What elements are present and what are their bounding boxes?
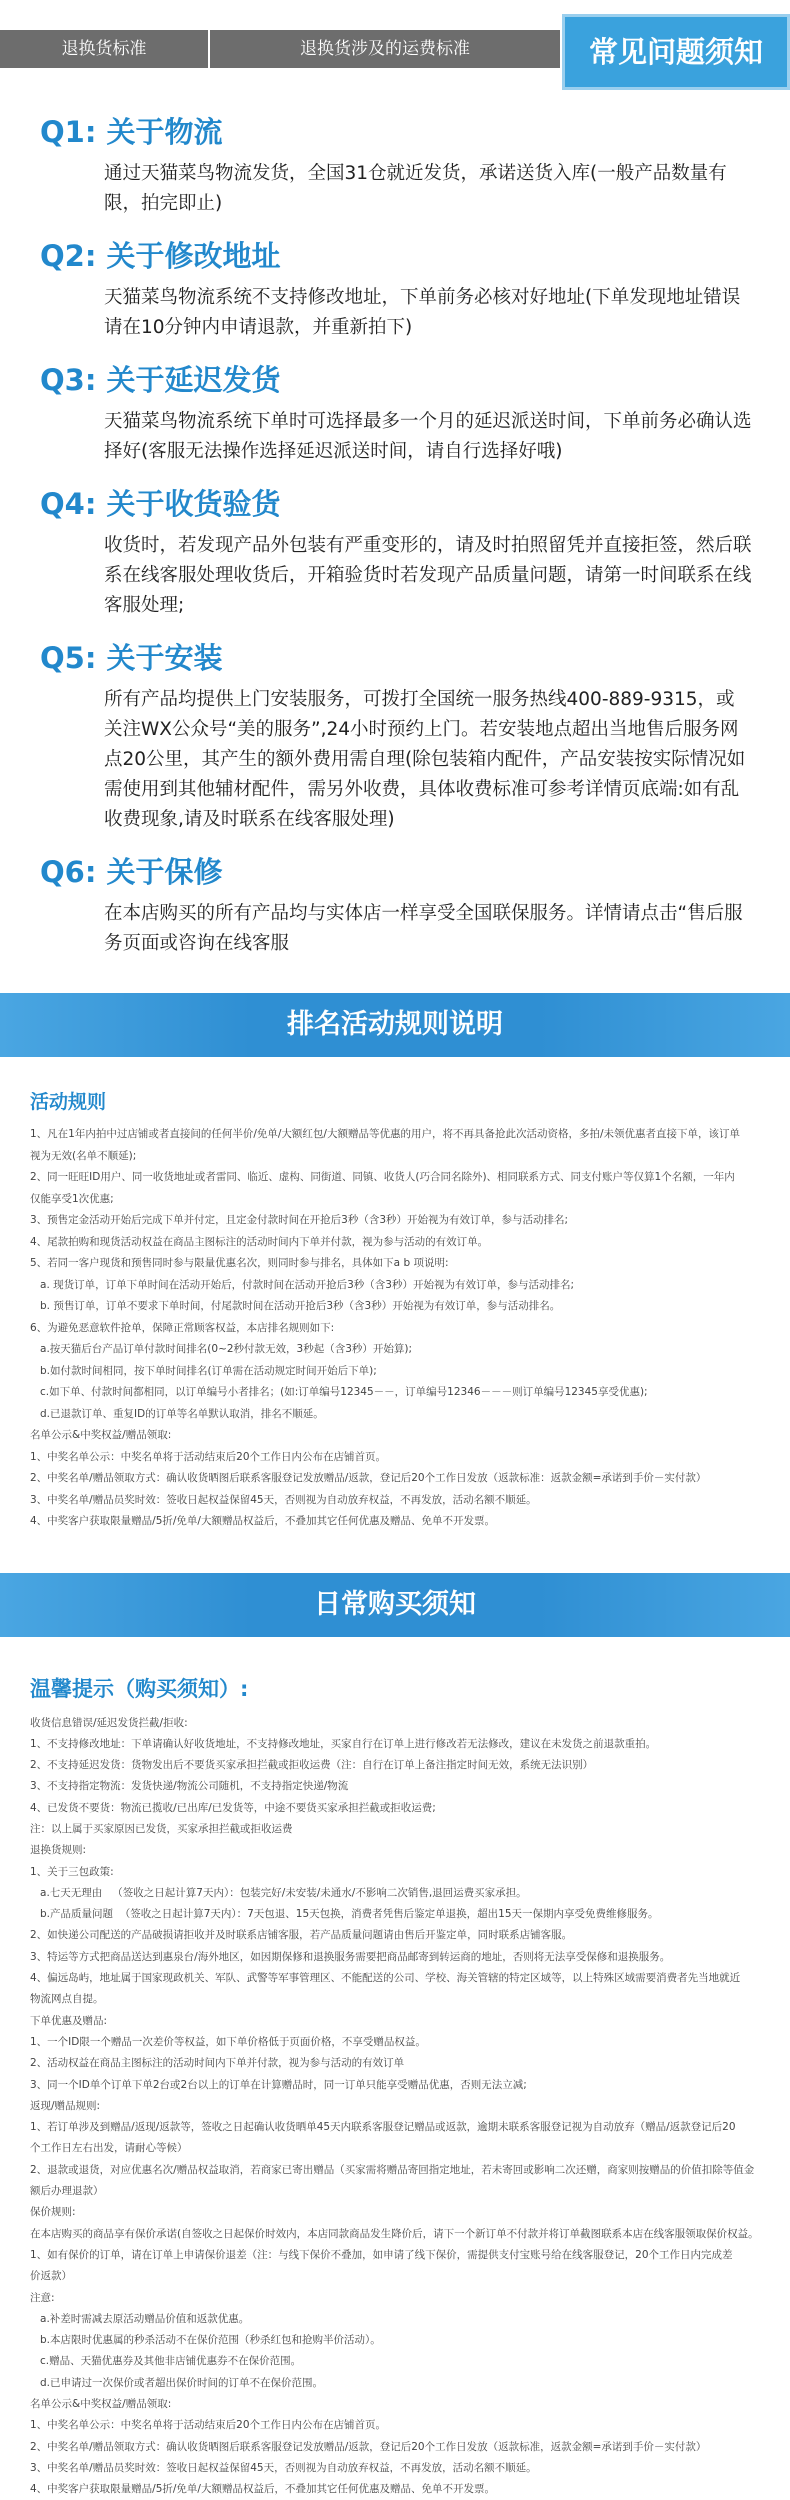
rule-line: 1、凡在1年内拍中过店铺或者直接间的任何半价/免单/大额红包/大额赠品等优惠的用户，将不再具备抢此次活动资格，多拍/未领优惠者直接下单，该订单	[30, 1124, 760, 1146]
rule-line: 2、如快递公司配送的产品破损请拒收并及时联系店铺客服，若产品质量问题请由售后开鉴定单，同时联系店铺客服。	[30, 1925, 760, 1946]
faq-item	[40, 639, 752, 835]
rule-line: b.如付款时间相同，按下单时间排名(订单需在活动规定时间开始后下单);	[30, 1361, 760, 1383]
rule-line: 4、已发货不要货：物流已揽收/已出库/已发货等，中途不要货买家承担拦截或拒收运费;	[30, 1798, 760, 1819]
rule-line: 2、中奖名单/赠品领取方式：确认收货晒图后联系客服登记发放赠品/返款，登记后20个工作日发放（返款标准，返款金额=承诺到手价－实付款）	[30, 2437, 760, 2458]
daily-notice-banner	[0, 1573, 790, 1637]
rule-line: a.按天猫后台产品订单付款时间排名(0~2秒付款无效，3秒起（含3秒）开始算);	[30, 1339, 760, 1361]
rule-line: 3、中奖名单/赠品员奖时效：签收日起权益保留45天，否则视为自动放弃权益，不再发放，活动名额不顺延。	[30, 2458, 760, 2479]
rule-line: 注意:	[30, 2288, 760, 2309]
rule-line: 名单公示&中奖权益/赠品领取:	[30, 2394, 760, 2415]
rule-line: 退换货规则:	[30, 1840, 760, 1861]
rule-line: 下单优惠及赠品:	[30, 2011, 760, 2032]
rule-line: 收货信息错误/延迟发货拦截/拒收:	[30, 1713, 760, 1734]
rule-line: 1、如有保价的订单，请在订单上申请保价退差（注：与线下保价不叠加，如申请了线下保价，需提供支付宝账号给在线客服登记，20个工作日内完成差	[30, 2245, 760, 2266]
rule-line: 3、中奖名单/赠品员奖时效：签收日起权益保留45天，否则视为自动放弃权益，不再发放，活动名额不顺延。	[30, 1490, 760, 1512]
rule-line: 1、中奖名单公示：中奖名单将于活动结束后20个工作日内公布在店铺首页。	[30, 1447, 760, 1469]
rule-line: 6、为避免恶意软件抢单，保障正常顾客权益，本店排名规则如下:	[30, 1318, 760, 1340]
section-heading: 温馨提示（购买须知）:	[30, 1673, 760, 1703]
section-heading: 活动规则	[30, 1087, 760, 1114]
tab-return-standard[interactable]: 退换货标准	[0, 30, 208, 68]
faq-question: Q3: 关于延迟发货	[40, 361, 752, 399]
rule-line: c.赠品、天猫优惠券及其他非店铺优惠券不在保价范围。	[30, 2351, 760, 2372]
faq-item	[40, 361, 752, 467]
rule-line: a.七天无理由 （签收之日起计算7天内）：包装完好/未安装/未通水/不影响二次销售,退回运费买家承担。	[30, 1883, 760, 1904]
faq-question: Q6: 关于保修	[40, 853, 752, 891]
rule-line: 视为无效(名单不顺延);	[30, 1146, 760, 1168]
faq-answer: 天猫菜鸟物流系统不支持修改地址，下单前务必核对好地址(下单发现地址错误请在10分钟内申请退款，并重新拍下)	[104, 283, 752, 343]
faq-question: Q4: 关于收货验货	[40, 485, 752, 523]
rule-line: 2、同一旺旺ID用户、同一收货地址或者雷同、临近、虚构、同街道、同镇、收货人(巧合同名除外)、相同联系方式、同支付账户等仅算1个名额，一年内	[30, 1167, 760, 1189]
rule-line: 2、中奖名单/赠品领取方式：确认收货晒图后联系客服登记发放赠品/返款，登记后20个工作日发放（返款标准：返款金额=承诺到手价－实付款）	[30, 1468, 760, 1490]
rule-line: 保价规则:	[30, 2202, 760, 2223]
rule-line: 4、中奖客户获取限量赠品/5折/免单/大额赠品权益后，不叠加其它任何优惠及赠品、免单不开发票。	[30, 1511, 760, 1533]
rule-line: 仅能享受1次优惠;	[30, 1189, 760, 1211]
rule-line: 返现/赠品规则:	[30, 2096, 760, 2117]
faq-item	[40, 853, 752, 959]
faq-answer: 收货时，若发现产品外包装有严重变形的，请及时拍照留凭并直接拒签，然后联系在线客服处理收货后，开箱验货时若发现产品质量问题，请第一时间联系在线客服处理;	[104, 531, 752, 621]
rule-line: 1、中奖名单公示：中奖名单将于活动结束后20个工作日内公布在店铺首页。	[30, 2415, 760, 2436]
banner-title: 日常购买须知	[314, 1589, 476, 1620]
rule-line: 3、特运等方式把商品送达到惠泉台/海外地区，如因期保修和退换服务需要把商品邮寄到转运商的地址，否则将无法享受保修和退换服务。	[30, 1947, 760, 1968]
faq-item	[40, 485, 752, 621]
faq-item	[40, 113, 752, 219]
rule-line: d.已退款订单、重复ID的订单等名单默认取消，排名不顺延。	[30, 1404, 760, 1426]
rule-line: d.已申请过一次保价或者超出保价时间的订单不在保价范围。	[30, 2373, 760, 2394]
rule-line: 4、偏远岛屿，地址属于国家现政机关、军队、武警等军事管理区、不能配送的公司、学校、海关管辖的特定区域等，以上特殊区域需要消费者先当地就近	[30, 1968, 760, 1989]
rule-line: 1、若订单涉及到赠品/返现/返款等，签收之日起确认收货晒单45天内联系客服登记赠品或返款，逾期未联系客服登记视为自动放弃（赠品/返款登记后20	[30, 2117, 760, 2138]
rule-line: c.如下单、付款时间都相同，以订单编号小者排名；(如:订单编号12345－－，订单编号12346－－－则订单编号12345享受优惠);	[30, 1382, 760, 1404]
rule-line: 2、不支持延迟发货：货物发出后不要货买家承担拦截或拒收运费（注：自行在订单上备注指定时间无效，系统无法识别）	[30, 1755, 760, 1776]
rule-line: 1、一个ID限一个赠品一次差价等权益，如下单价格低于页面价格，不享受赠品权益。	[30, 2032, 760, 2053]
faq-question: Q2: 关于修改地址	[40, 237, 752, 275]
tab-bar	[0, 0, 790, 95]
rule-line: 额后办理退款）	[30, 2181, 760, 2202]
rule-line: 4、尾款拍购和现货活动权益在商品主图标注的活动时间内下单并付款，视为参与活动的有效订单。	[30, 1232, 760, 1254]
rules-list	[30, 1124, 760, 1533]
rule-line: 价返款）	[30, 2266, 760, 2287]
rule-line: 个工作日左右出发，请耐心等候）	[30, 2138, 760, 2159]
rule-line: 注：以上属于买家原因已发货，买家承担拦截或拒收运费	[30, 1819, 760, 1840]
rule-line: 3、预售定金活动开始后完成下单并付定，且定金付款时间在开抢后3秒（含3秒）开始视为有效订单，参与活动排名;	[30, 1210, 760, 1232]
rule-line: 3、同一个ID单个订单下单2台或2台以上的订单在计算赠品时，同一订单只能享受赠品优惠，否则无法立减;	[30, 2075, 760, 2096]
rule-line: 1、不支持修改地址：下单请确认好收货地址，不支持修改地址，买家自行在订单上进行修改若无法修改，建议在未发货之前退款重拍。	[30, 1734, 760, 1755]
rule-line: 4、中奖客户获取限量赠品/5折/免单/大额赠品权益后，不叠加其它任何优惠及赠品、免单不开发票。	[30, 2479, 760, 2500]
rule-line: 在本店购买的商品享有保价承诺(自签收之日起保价时效内，本店同款商品发生降价后，请下一个新订单不付款并将订单截图联系本店在线客服领取保价权益。	[30, 2224, 760, 2245]
banner-title: 排名活动规则说明	[287, 1009, 503, 1040]
faq-answer: 天猫菜鸟物流系统下单时可选择最多一个月的延迟派送时间，下单前务必确认选择好(客服无法操作选择延迟派送时间，请自行选择好哦)	[104, 407, 752, 467]
rule-line: 5、若同一客户现货和预售同时参与限量优惠名次，则同时参与排名，具体如下a b 项说明:	[30, 1253, 760, 1275]
faq-answer: 所有产品均提供上门安装服务，可拨打全国统一服务热线400-889-9315，或关注WX公众号“美的服务”,24小时预约上门。若安装地点超出当地售后服务网点20公里，其产生的额外费用需自理(除包装箱内配件，产品安装按实际情况如需使用到其他辅材配件，需另外收费，具体收费标准可参考详情页底端:如有乱收费现象,请及时联系在线客服处理)	[104, 685, 752, 835]
faq-question: Q1: 关于物流	[40, 113, 752, 151]
rule-line: b.本店限时优惠属的秒杀活动不在保价范围（秒杀红包和抢购半价活动）。	[30, 2330, 760, 2351]
faq-item	[40, 237, 752, 343]
faq-section	[0, 113, 790, 959]
rule-line: a. 现货订单，订单下单时间在活动开始后，付款时间在活动开抢后3秒（含3秒）开始视为有效订单，参与活动排名;	[30, 1275, 760, 1297]
faq-answer: 在本店购买的所有产品均与实体店一样享受全国联保服务。详情请点击“售后服务页面或咨询在线客服	[104, 899, 752, 959]
daily-notice-section	[0, 1637, 790, 2500]
rule-line: 2、退款或退货，对应优惠名次/赠品权益取消，若商家已寄出赠品（买家需将赠品寄回指定地址，若未寄回或影响二次还赠，商家则按赠品的价值扣除等值金	[30, 2160, 760, 2181]
faq-answer: 通过天猫菜鸟物流发货，全国31仓就近发货，承诺送货入库(一般产品数量有限，拍完即止)	[104, 159, 752, 219]
rule-line: b.产品质量问题 （签收之日起计算7天内）：7天包退、15天包换，消费者凭售后鉴定单退换，超出15天一保期内享受免费维修服务。	[30, 1904, 760, 1925]
rule-line: 物流网点自提。	[30, 1989, 760, 2010]
rule-line: 3、不支持指定物流：发货快递/物流公司随机，不支持指定快递/物流	[30, 1776, 760, 1797]
rule-line: a.补差时需减去原活动赠品价值和返款优惠。	[30, 2309, 760, 2330]
ranking-rules-section	[0, 1057, 790, 1573]
faq-question: Q5: 关于安装	[40, 639, 752, 677]
rule-line: 名单公示&中奖权益/赠品领取:	[30, 1425, 760, 1447]
ranking-rules-banner	[0, 993, 790, 1057]
rule-line: 1、关于三包政策:	[30, 1862, 760, 1883]
tab-shipping-fee-standard[interactable]: 退换货涉及的运费标准	[210, 30, 560, 68]
tab-faq[interactable]: 常见问题须知	[562, 14, 790, 90]
notice-list	[30, 1713, 760, 2500]
rule-line: b. 预售订单，订单不要求下单时间，付尾款时间在活动开抢后3秒（含3秒）开始视为有效订单，参与活动排名。	[30, 1296, 760, 1318]
rule-line: 2、活动权益在商品主图标注的活动时间内下单并付款，视为参与活动的有效订单	[30, 2053, 760, 2074]
